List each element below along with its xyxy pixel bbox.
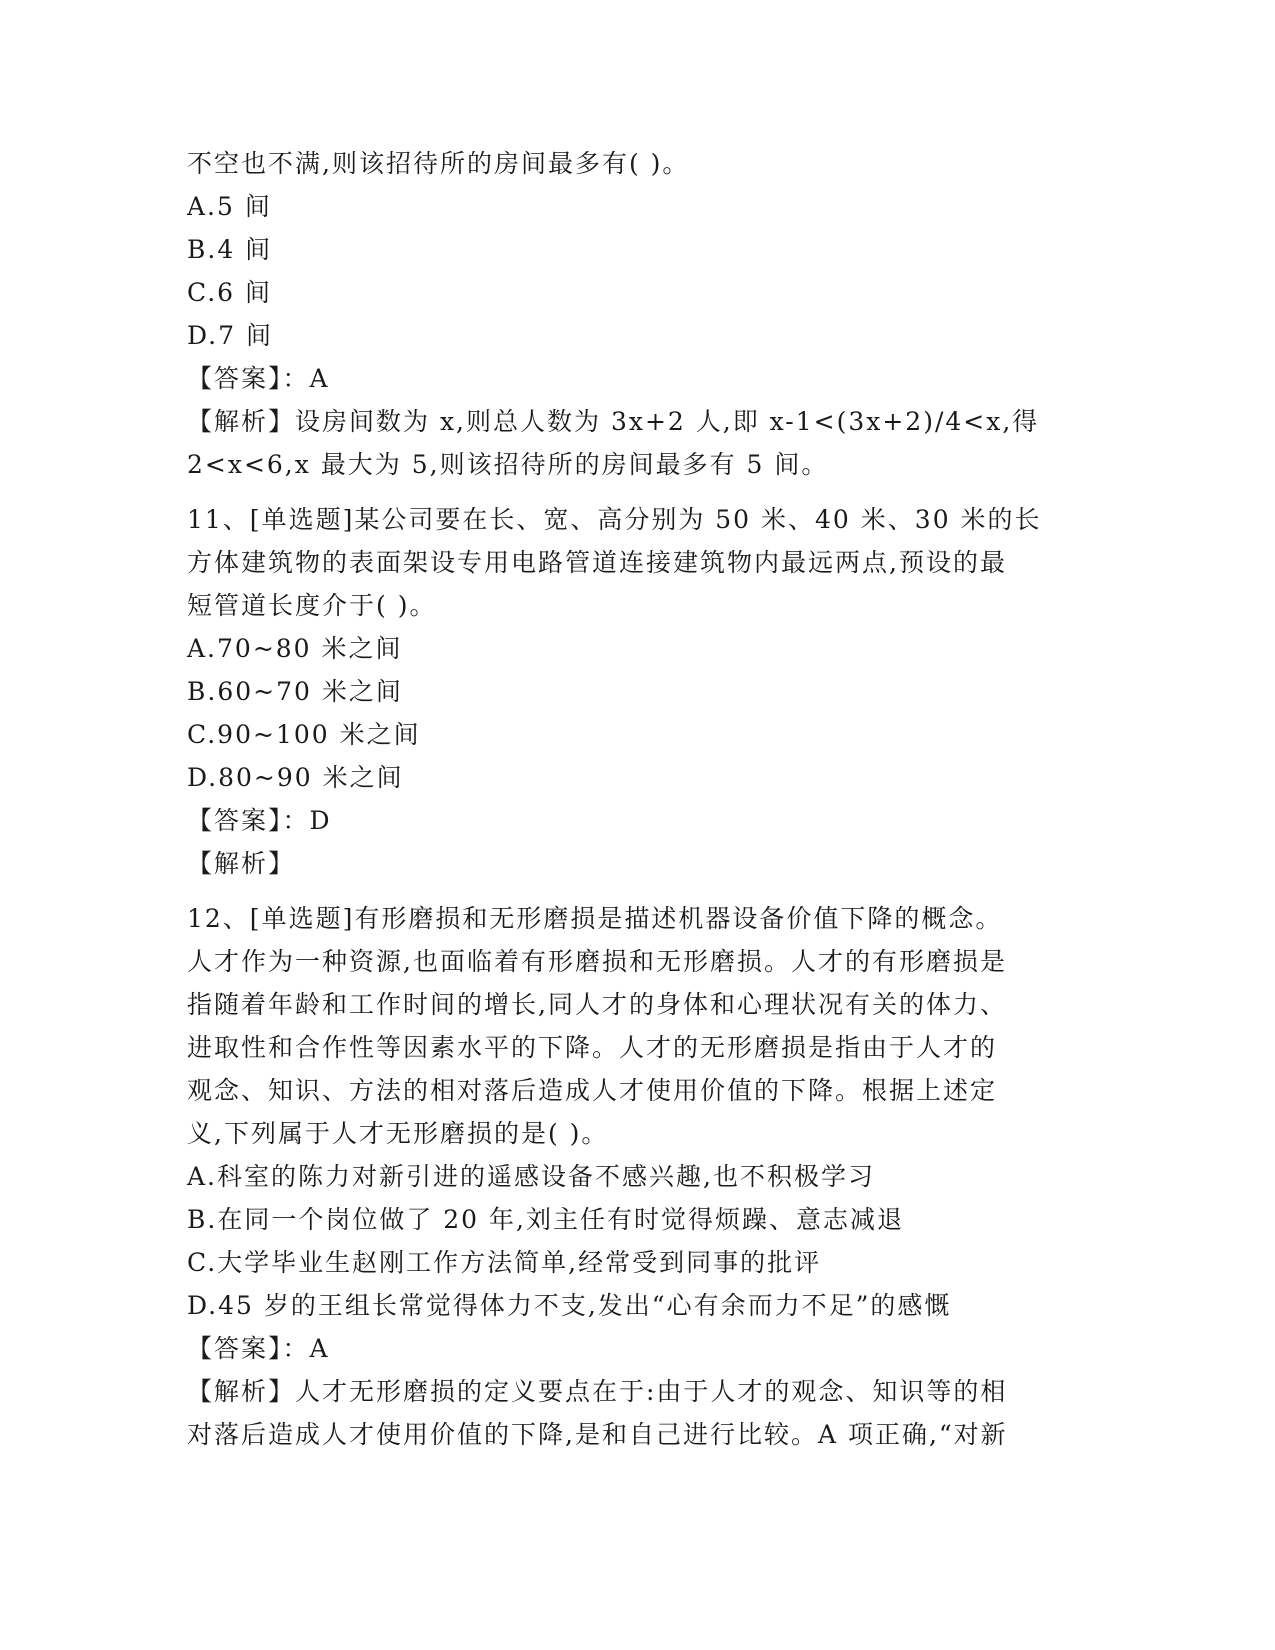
answer-line: 【答案】：A — [187, 364, 330, 393]
option-b: B.在同一个岗位做了 20 年,刘主任有时觉得烦躁、意志减退 — [187, 1205, 904, 1234]
question-stem-line: 短管道长度介于( )。 — [187, 591, 437, 620]
option-a: A.科室的陈力对新引进的遥感设备不感兴趣,也不积极学习 — [187, 1162, 875, 1191]
option-a: A.70~80 米之间 — [187, 634, 403, 663]
option-c: C.大学毕业生赵刚工作方法简单,经常受到同事的批评 — [187, 1248, 822, 1277]
question-stem-line: 人才作为一种资源,也面临着有形磨损和无形磨损。人才的有形磨损是 — [187, 947, 1007, 976]
question-stem-line: 指随着年龄和工作时间的增长,同人才的身体和心理状况有关的体力、 — [187, 990, 1007, 1019]
analysis-line: 对落后造成人才使用价值的下降,是和自己进行比较。A 项正确,“对新 — [187, 1420, 1008, 1449]
answer-line: 【答案】：A — [187, 1334, 330, 1363]
analysis-line: 2<x<6,x 最大为 5,则该招待所的房间最多有 5 间。 — [187, 450, 829, 479]
question-10-continued — [187, 142, 1087, 486]
option-d: D.45 岁的王组长常觉得体力不支,发出“心有余而力不足”的感慨 — [187, 1291, 952, 1320]
question-stem-line: 不空也不满,则该招待所的房间最多有( )。 — [187, 149, 690, 178]
option-b: B.60~70 米之间 — [187, 677, 403, 706]
question-stem-line: 12、[单选题]有形磨损和无形磨损是描述机器设备价值下降的概念。 — [187, 904, 1003, 933]
option-c: C.6 间 — [187, 278, 273, 307]
question-stem-line: 进取性和合作性等因素水平的下降。人才的无形磨损是指由于人才的 — [187, 1033, 998, 1062]
question-stem-line: 义,下列属于人才无形磨损的是( )。 — [187, 1119, 609, 1148]
option-c: C.90~100 米之间 — [187, 720, 421, 749]
option-b: B.4 间 — [187, 235, 273, 264]
question-stem-line: 方体建筑物的表面架设专用电路管道连接建筑物内最远两点,预设的最 — [187, 548, 1007, 577]
analysis-line: 【解析】人才无形磨损的定义要点在于:由于人才的观念、知识等的相 — [187, 1377, 1008, 1406]
question-12 — [187, 897, 1087, 1456]
option-d: D.7 间 — [187, 321, 273, 350]
answer-line: 【答案】：D — [187, 806, 332, 835]
question-stem-line: 观念、知识、方法的相对落后造成人才使用价值的下降。根据上述定 — [187, 1076, 998, 1105]
question-stem-line: 11、[单选题]某公司要在长、宽、高分别为 50 米、40 米、30 米的长 — [187, 505, 1042, 534]
option-d: D.80~90 米之间 — [187, 763, 404, 792]
spacer — [187, 885, 1087, 897]
option-a: A.5 间 — [187, 192, 272, 221]
analysis-line: 【解析】 — [187, 849, 296, 878]
spacer — [187, 486, 1087, 498]
page-content — [187, 142, 1087, 1456]
question-11 — [187, 498, 1087, 885]
analysis-line: 【解析】设房间数为 x,则总人数为 3x+2 人,即 x-1<(3x+2)/4<x,得 — [187, 407, 1040, 436]
